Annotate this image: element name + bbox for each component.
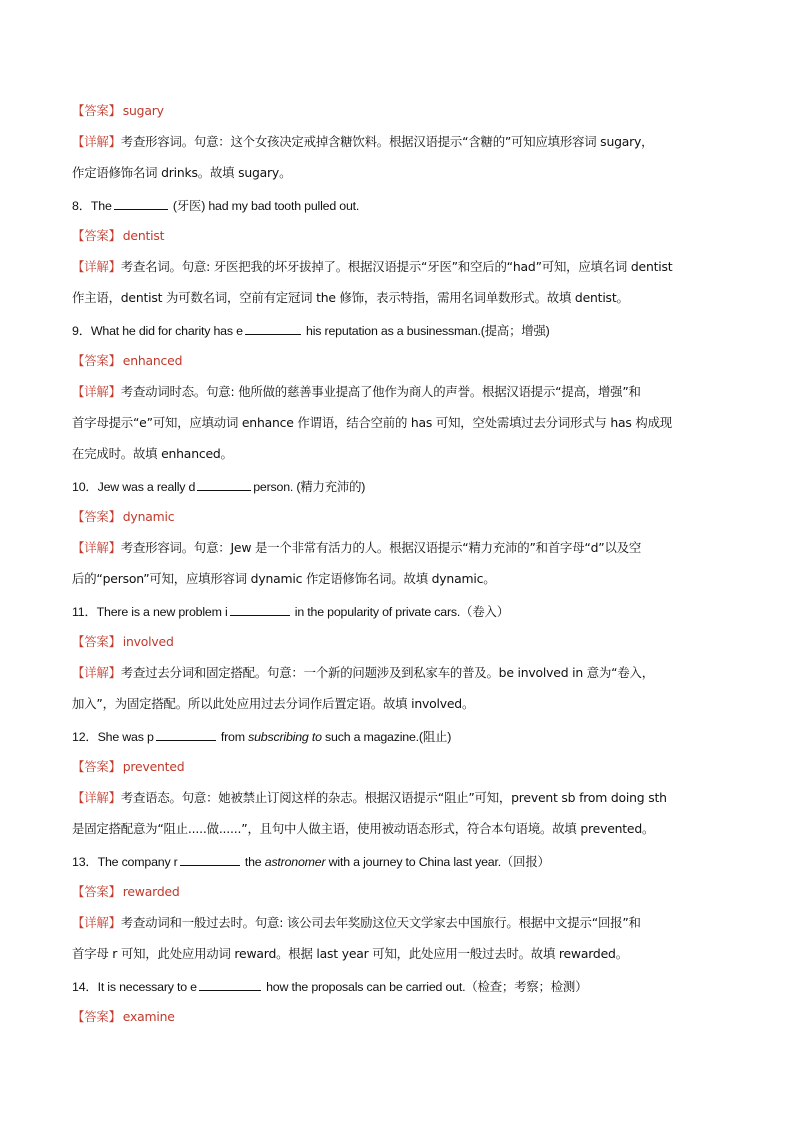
answer-text: prevented	[122, 759, 185, 774]
detail-line	[72, 790, 732, 806]
answer-line	[72, 1009, 732, 1025]
answer-blank	[197, 478, 251, 491]
detail-tag: 【详解】	[72, 540, 121, 555]
detail-line	[72, 821, 732, 837]
answer-text: rewarded	[122, 884, 180, 899]
answer-blank	[180, 853, 240, 866]
answer-tag: 【答案】	[72, 1009, 121, 1024]
detail-line	[72, 384, 732, 400]
detail-text: 考查形容词。句意：Jew 是一个非常有活力的人。根据汉语提示“精力充沛的”和首字母“d”以及空	[120, 540, 642, 555]
answer-text: sugary	[122, 103, 164, 118]
answer-text: enhanced	[122, 353, 183, 368]
detail-line	[72, 446, 732, 462]
answer-blank	[156, 728, 216, 741]
detail-text: 考查动词和一般过去时。句意: 该公司去年奖励这位天文学家去中国旅行。根据中文提示“回报”和	[120, 915, 641, 930]
answer-text: involved	[122, 634, 174, 649]
answer-text: dentist	[122, 228, 165, 243]
question-text: 12．She was p	[72, 730, 154, 744]
detail-text: 作定语修饰名词 drinks。故填 sugary。	[72, 165, 292, 180]
question-8	[72, 197, 732, 214]
detail-tag: 【详解】	[72, 384, 121, 399]
detail-text: 后的“person”可知，应填形容词 dynamic 作定语修饰名词。故填 dynamic。	[72, 571, 496, 586]
question-text: 10．Jew was a really d	[72, 480, 196, 494]
answer-line	[72, 353, 732, 369]
detail-tag: 【详解】	[72, 915, 121, 930]
question-text: from	[217, 730, 249, 744]
detail-text: 加入”，为固定搭配。所以此处应用过去分词作后置定语。故填 involved。	[72, 696, 475, 711]
question-text: with a journey to China last year.（回报）	[325, 855, 550, 869]
answer-tag: 【答案】	[72, 353, 121, 368]
detail-text: 作主语，dentist 为可数名词，空前有定冠词 the 修饰，表示特指，需用名词单数形式。故填 dentist。	[72, 290, 629, 305]
answer-line	[72, 509, 732, 525]
question-13	[72, 853, 732, 870]
detail-line	[72, 915, 732, 931]
detail-line	[72, 696, 732, 712]
detail-tag: 【详解】	[72, 790, 121, 805]
question-text: 11．There is a new problem i	[72, 605, 228, 619]
detail-text: 考查名词。句意: 牙医把我的坏牙拔掉了。根据汉语提示“牙医”和空后的“had”可知，应填名词 dentist	[120, 259, 673, 274]
detail-line	[72, 946, 732, 962]
question-text: in the popularity of private cars.（卷入）	[291, 605, 509, 619]
detail-line	[72, 134, 732, 150]
detail-text: 考查语态。句意：她被禁止订阅这样的杂志。根据汉语提示“阻止”可知，prevent sb from doing sth	[120, 790, 667, 805]
question-12	[72, 728, 732, 745]
question-text: 13．The company r	[72, 855, 178, 869]
detail-line	[72, 665, 732, 681]
detail-text: 首字母 r 可知，此处应用动词 reward。根据 last year 可知，此处应用一般过去时。故填 rewarded。	[72, 946, 628, 961]
answer-blank	[245, 322, 301, 335]
detail-tag: 【详解】	[72, 665, 121, 680]
answer-blank	[230, 603, 290, 616]
detail-line	[72, 415, 732, 431]
question-italic-text: astronomer	[264, 855, 326, 869]
question-text: the	[241, 855, 265, 869]
question-14	[72, 978, 732, 995]
detail-tag: 【详解】	[72, 259, 121, 274]
question-italic-text: subscribing to	[248, 730, 322, 744]
answer-text: examine	[122, 1009, 175, 1024]
answer-blank	[114, 197, 168, 210]
detail-line	[72, 259, 732, 275]
question-text: (牙医) had my bad tooth pulled out.	[169, 199, 360, 213]
detail-text: 考查过去分词和固定搭配。句意：一个新的问题涉及到私家车的普及。be involved in 意为“卷入，	[120, 665, 654, 680]
answer-tag: 【答案】	[72, 634, 121, 649]
question-10	[72, 478, 732, 495]
answer-text: dynamic	[122, 509, 175, 524]
detail-text: 在完成时。故填 enhanced。	[72, 446, 233, 461]
question-text: 8．The	[72, 199, 112, 213]
answer-tag: 【答案】	[72, 759, 121, 774]
question-text: his reputation as a businessman.(提高；增强)	[302, 324, 550, 338]
answer-blank	[199, 978, 261, 991]
answer-line	[72, 884, 732, 900]
question-9	[72, 322, 732, 339]
detail-text: 首字母提示“e”可知，应填动词 enhance 作谓语，结合空前的 has 可知，空处需填过去分词形式与 has 构成现	[72, 415, 672, 430]
answer-line	[72, 634, 732, 650]
question-text: such a magazine.(阻止)	[321, 730, 452, 744]
detail-line	[72, 165, 732, 181]
answer-tag: 【答案】	[72, 228, 121, 243]
answer-line	[72, 103, 732, 119]
detail-text: 是固定搭配意为“阻止.....做......”，且句中人做主语，使用被动语态形式，符合本句语境。故填 prevented。	[72, 821, 655, 836]
detail-tag: 【详解】	[72, 134, 121, 149]
detail-line	[72, 540, 732, 556]
question-text: person. (精力充沛的)	[253, 480, 366, 494]
question-text: 9．What he did for charity has e	[72, 324, 243, 338]
answer-line	[72, 759, 732, 775]
detail-text: 考查动词时态。句意: 他所做的慈善事业提高了他作为商人的声誉。根据汉语提示“提高，增强”和	[120, 384, 641, 399]
detail-line	[72, 290, 732, 306]
answer-tag: 【答案】	[72, 103, 121, 118]
question-text: 14．It is necessary to e	[72, 980, 197, 994]
answer-tag: 【答案】	[72, 884, 121, 899]
question-11	[72, 603, 732, 620]
answer-line	[72, 228, 732, 244]
detail-line	[72, 571, 732, 587]
answer-tag: 【答案】	[72, 509, 121, 524]
detail-text: 考查形容词。句意：这个女孩决定戒掉含糖饮料。根据汉语提示“含糖的”可知应填形容词 sugary，	[120, 134, 654, 149]
question-text: how the proposals can be carried out.（检查；考察；检测）	[262, 980, 588, 994]
